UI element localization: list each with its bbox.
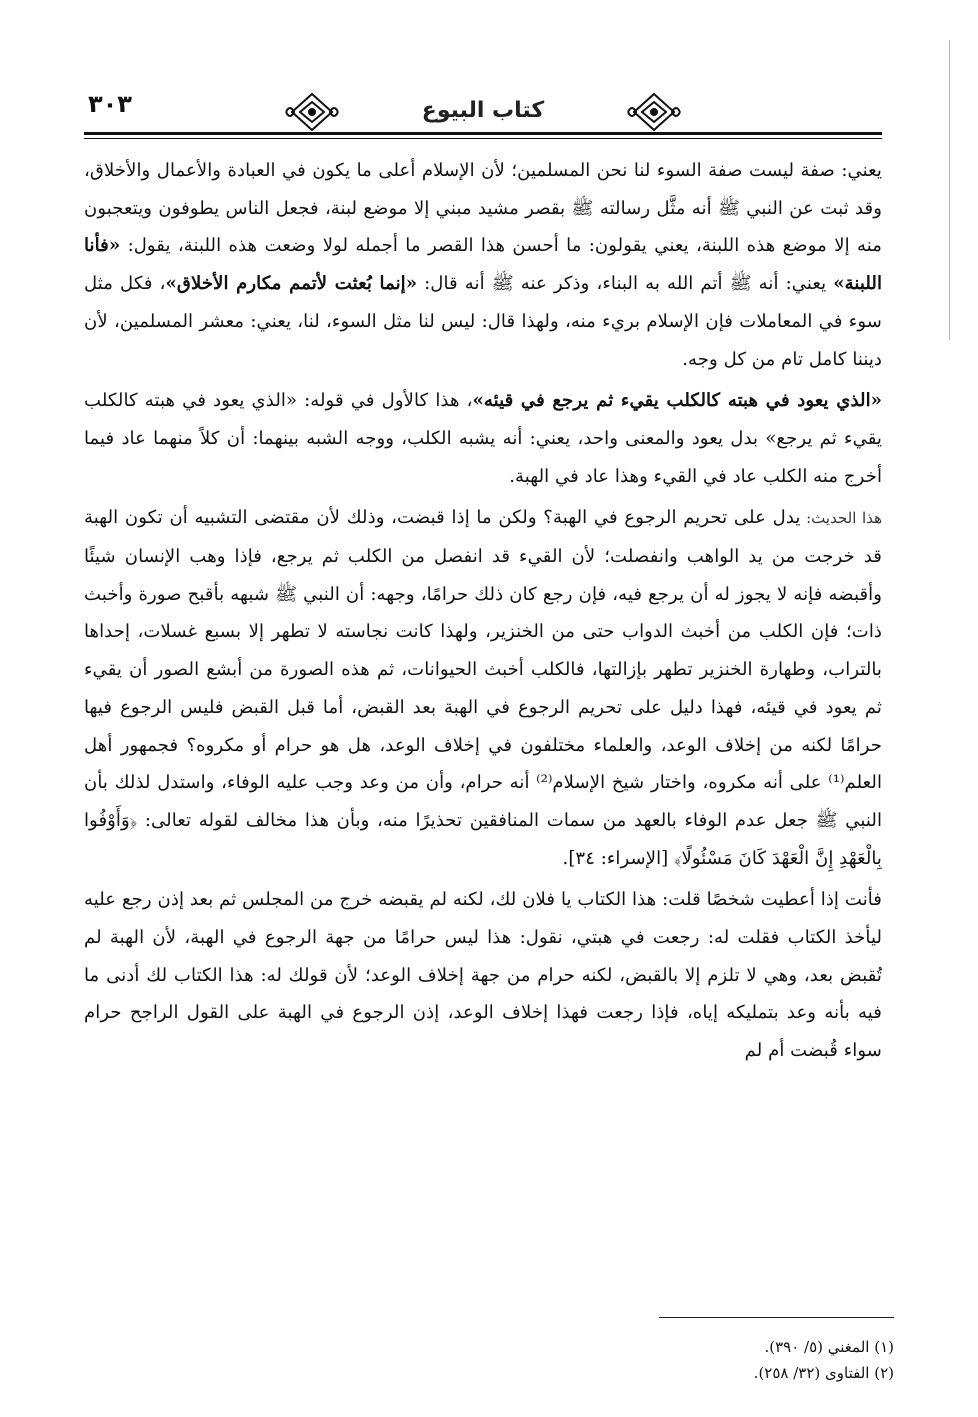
footnote-separator — [659, 1317, 894, 1318]
paragraph — [84, 382, 882, 495]
main-text — [84, 152, 882, 1070]
hadith-quote: «فأنا اللبنة» — [84, 235, 882, 295]
paragraph — [84, 152, 882, 378]
page-title: كتاب البيوع — [421, 98, 545, 123]
footnotes — [394, 1334, 894, 1386]
paragraph — [84, 499, 882, 877]
page-header — [84, 84, 882, 144]
header-rule-thick — [84, 132, 882, 135]
text-run: ، هذا كالأول في قوله: «الذي يعود في هبته كالكلب يقيء ثم يرجع» بدل يعود والمعنى واحد، يعني: أنه يشبه الكلب، ووجه الشبه بينهما: أن كلاً منهما عاد فيما أخرج منه الكلب عاد في القيء وهذا عاد في الهبة. — [84, 390, 882, 487]
ornament-right-icon — [626, 90, 682, 134]
text-run: يدل على تحريم الرجوع في الهبة؟ ولكن ما إذا قبضت، وذلك لأن مقتضى التشبيه أن تكون الهبة قد خرجت من يد الواهب وانفصلت؛ لأن القيء قد انفصل من الكلب ثم يرجع، فإذا وهب الإنسان شيئًا وأقبضه فإنه لا يجوز له أن يرجع فيه، فإن رجع كان ذلك حرامًا، وجهه: أن النبي ﷺ شبهه بأقبح صورة وأخبث ذات؛ فإن الكلب من أخبث الدواب حتى من الخنزير، ولهذا كانت نجاسته لا تطهر إلا بسبع غسلات، إحداها بالتراب، وطهارة الخنزير تطهر بإزالتها، فالكلب أخبث الحيوانات، ثم هذه الصورة من أبشع الصور أن يقيء ثم يعود في قيئه، فهذا دليل على تحريم الرجوع في الهبة بعد القبض، أما قبل القبض فليس الرجوع فيها حرامًا لكنه من إخلاف الوعد، والعلماء مختلفون في إخلاف الوعد، هل هو حرام أو مكروه؟ فجمهور أهل العلم⁽¹⁾ على أنه مكروه، واختار شيخ الإسلام⁽²⁾ أنه حرام، وأن من وعد وجب عليه الوفاء، واستدل لذلك بأن النبي ﷺ جعل عدم الوفاء بالعهد من سمات المنافقين تحذيرًا منه، وبأن هذا مخالف لقوله تعالى: ﴿وَأَوْفُوا بِالْعَهْدِ إِنَّ الْعَهْدَ كَانَ مَسْئُولًا﴾ [الإسراء: ٣٤]. — [84, 507, 882, 869]
text-run: ، فكل مثل سوء في المعاملات فإن الإسلام بريء منه، ولهذا قال: ليس لنا مثل السوء، لنا، يعني: معشر المسلمين، لأن ديننا كامل تام من كل وجه. — [84, 273, 882, 370]
hadith-quote: «الذي يعود في هبته كالكلب يقيء ثم يرجع في قيئه» — [472, 390, 882, 412]
page-number: ٣٠٣ — [88, 90, 132, 118]
footnote: (١) المغني (٥/ ٣٩٠). — [764, 1338, 894, 1356]
scan-edge-line — [949, 40, 950, 340]
footnote: (٢) الفتاوى (٣٢/ ٢٥٨). — [753, 1364, 894, 1382]
paragraph — [84, 881, 882, 1070]
text-run: فأنت إذا أعطيت شخصًا قلت: هذا الكتاب يا فلان لك، لكنه لم يقبضه خرج من المجلس ثم بعد إذن رجع عليه ليأخذ الكتاب فقلت له: رجعت في هبتي، نقول: هذا ليس حرامًا من جهة الرجوع في الهبة، لأن الهبة لم تُقبض بعد، وهي لا تلزم إلا بالقبض، لكنه حرام من جهة إخلاف الوعد؛ لأن قولك له: هذا الكتاب لك أدنى ما فيه بأنه وعد بتمليكه إياه، فإذا رجعت فهذا إخلاف الوعد، إذن الرجوع في الهبة على القول الراجح حرام سواء قُبضت أم لم — [84, 889, 882, 1062]
text-run: يعني: أنه ﷺ أتم الله به البناء، وذكر عنه ﷺ أنه قال: — [417, 273, 834, 295]
hadith-quote: «إنما بُعثت لأتمم مكارم الأخلاق» — [165, 273, 418, 295]
header-rule-thin — [84, 138, 882, 139]
section-lead: هذا الحديث: — [800, 509, 882, 528]
text-run: يعني: صفة ليست صفة السوء لنا نحن المسلمين؛ لأن الإسلام أعلى ما يكون في العبادة والأعمال والأخلاق، وقد ثبت عن النبي ﷺ أنه مثَّل رسالته ﷺ بقصر مشيد مبني إلا موضع لبنة، فجعل الناس يطوفون ويتعجبون منه إلا موضع هذه اللبنة، يعني يقولون: ما أحسن هذا القصر ما أجمله لولا وضعت هذه اللبنة، يقول: — [84, 160, 882, 257]
